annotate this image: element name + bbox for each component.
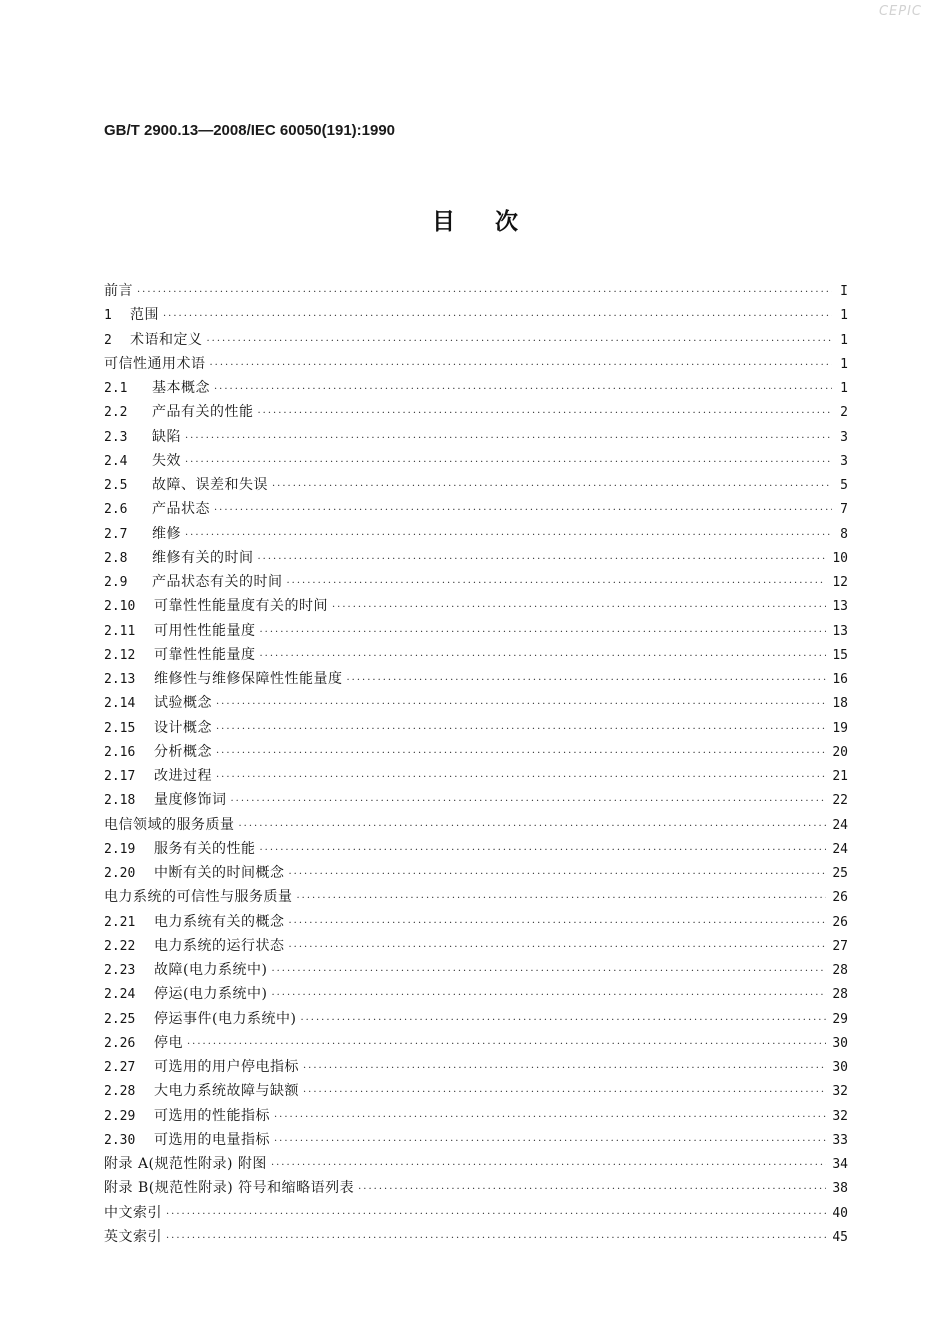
toc-label: 分析概念 [154, 743, 212, 760]
toc-page-number: 13 [832, 623, 848, 639]
dot-leader [207, 336, 833, 347]
toc-page-number: 40 [832, 1205, 848, 1221]
toc-entry-2-6[interactable] [104, 498, 848, 522]
toc-entry-english-index[interactable] [104, 1226, 848, 1250]
dot-leader [358, 1184, 826, 1195]
toc-entry-appendix-b[interactable] [104, 1177, 848, 1201]
toc-page-number: 28 [832, 987, 848, 1003]
toc-page-number: 15 [832, 647, 848, 663]
toc-entry-2-16[interactable] [104, 741, 848, 765]
dot-leader [300, 1015, 826, 1026]
toc-section-number: 2.23 [104, 963, 136, 978]
toc-page-number: 2 [840, 405, 848, 421]
toc-label: 可选用的用户停电指标 [154, 1059, 299, 1075]
toc-section-number: 2 [104, 332, 112, 348]
toc-label: 维修性与维修保障性性能量度 [154, 671, 343, 687]
dot-leader [187, 1039, 826, 1050]
toc-page-number: 1 [840, 332, 848, 348]
toc-section-number: 2.4 [104, 453, 128, 469]
toc-page-number: 16 [832, 672, 848, 687]
toc-label: 产品状态有关的时间 [152, 574, 283, 590]
dot-leader [185, 457, 832, 468]
toc-entry-2-4[interactable] [104, 450, 848, 474]
toc-page-number: 27 [832, 938, 848, 954]
toc-page-number: 20 [832, 744, 848, 760]
toc-entry-2-3[interactable] [104, 426, 848, 450]
dot-leader [271, 1160, 826, 1171]
toc-section-number: 2.30 [104, 1132, 136, 1148]
toc-entry-telecom-qos[interactable] [104, 814, 848, 838]
toc-label: 术语和定义 [130, 331, 203, 348]
toc-section-number: 2.25 [104, 1011, 136, 1027]
toc-label: 停运(电力系统中) [154, 986, 268, 1003]
toc-section-number: 2.24 [104, 987, 136, 1003]
toc-label: 故障、误差和失误 [152, 477, 268, 493]
toc-label: 附录 B(规范性附录) 符号和缩略语列表 [104, 1180, 355, 1197]
toc-entry-2-30[interactable] [104, 1129, 848, 1153]
dot-leader [216, 772, 826, 783]
toc-section-number: 2.9 [104, 575, 128, 590]
toc-section-number: 2.8 [104, 550, 128, 566]
toc-page-number: 21 [832, 769, 848, 784]
dot-leader [214, 384, 832, 395]
toc-section-number: 2.5 [104, 478, 128, 493]
dot-leader [137, 287, 832, 298]
toc-label: 可靠性性能量度有关的时间 [154, 598, 328, 615]
toc-entry-2-23[interactable] [104, 959, 848, 983]
toc-entry-2-13[interactable] [104, 668, 848, 692]
toc-label: 英文索引 [104, 1228, 162, 1245]
toc-page-number: 5 [840, 478, 848, 493]
dot-leader [258, 554, 827, 565]
toc-entry-2-29[interactable] [104, 1105, 848, 1129]
page-title: 目次 [432, 209, 558, 235]
toc-page-number: 10 [832, 550, 848, 566]
dot-leader [287, 578, 827, 589]
dot-leader [166, 1233, 826, 1244]
toc-label: 可用性性能量度 [154, 622, 256, 639]
toc-label: 中文索引 [104, 1204, 162, 1221]
toc-page-number: 1 [840, 381, 848, 396]
toc-entry-2-22[interactable] [104, 935, 848, 959]
dot-leader [289, 942, 827, 953]
dot-leader [260, 627, 827, 638]
toc-page-number: 30 [832, 1035, 848, 1051]
watermark: CEPIC [878, 4, 922, 19]
toc-section-number: 2.28 [104, 1084, 136, 1100]
toc-section-number: 2.16 [104, 744, 136, 760]
toc-section-number: 2.18 [104, 793, 136, 809]
toc-section-number: 2.3 [104, 429, 128, 445]
toc-label: 电信领域的服务质量 [104, 816, 235, 833]
dot-leader [185, 530, 832, 541]
toc-page-number: 1 [840, 308, 848, 324]
toc-section-number: 1 [104, 308, 112, 324]
toc-page-number: 32 [832, 1108, 848, 1124]
dot-leader [297, 893, 827, 904]
toc-entry-scope[interactable] [104, 304, 848, 328]
toc-entry-2-15[interactable] [104, 717, 848, 741]
toc-label: 可选用的电量指标 [154, 1131, 270, 1148]
toc-page-number: 12 [832, 575, 848, 590]
toc-entry-2-14[interactable] [104, 692, 848, 716]
toc-page-number: 26 [832, 914, 848, 930]
toc-label: 改进过程 [154, 768, 212, 784]
toc-section-number: 2.7 [104, 526, 128, 542]
dot-leader [274, 1136, 826, 1147]
toc-page-number: 3 [840, 453, 848, 469]
toc-label: 维修 [152, 525, 181, 542]
toc-entry-power-system-dependability[interactable] [104, 886, 848, 910]
dot-leader [289, 869, 827, 880]
toc-page-number: 7 [840, 502, 848, 518]
dot-leader [214, 505, 832, 516]
toc-entry-2-2[interactable] [104, 401, 848, 425]
toc-entry-chinese-index[interactable] [104, 1202, 848, 1226]
toc-page-number: 29 [832, 1011, 848, 1027]
toc-page-number: 45 [832, 1229, 848, 1245]
dot-leader [163, 311, 832, 322]
toc-section-number: 2.15 [104, 720, 136, 736]
toc-label: 维修有关的时间 [152, 549, 254, 566]
toc-entry-dependability-general[interactable] [104, 353, 848, 377]
dot-leader [332, 602, 826, 613]
toc-page-number: 32 [832, 1084, 848, 1100]
dot-leader [303, 1063, 826, 1074]
toc-page-number: 22 [832, 793, 848, 809]
toc-label: 可靠性性能量度 [154, 646, 256, 663]
dot-leader [274, 1112, 826, 1123]
toc-label: 故障(电力系统中) [154, 962, 268, 978]
dot-leader [347, 675, 827, 686]
toc-label: 范围 [130, 307, 159, 324]
dot-leader [271, 990, 826, 1001]
toc-page-number: 24 [832, 817, 848, 833]
document-code: GB/T 2900.13—2008/IEC 60050(191):1990 [104, 122, 396, 139]
toc-page-number: I [840, 284, 848, 299]
toc-section-number: 2.21 [104, 914, 136, 930]
toc-section-number: 2.19 [104, 841, 136, 857]
toc-entry-2-24[interactable] [104, 983, 848, 1007]
toc-page-number: 13 [832, 599, 848, 615]
toc-label: 试验概念 [154, 695, 212, 712]
toc-entry-terms-definitions[interactable] [104, 329, 848, 353]
toc-section-number: 2.1 [104, 381, 128, 396]
toc-label: 失效 [152, 452, 181, 469]
table-of-contents [104, 280, 848, 1250]
dot-leader [272, 481, 832, 492]
toc-entry-2-28[interactable] [104, 1080, 848, 1104]
toc-entry-preface[interactable] [104, 280, 848, 304]
toc-label: 电力系统有关的概念 [154, 913, 285, 930]
toc-label: 设计概念 [154, 719, 212, 736]
dot-leader [231, 796, 827, 807]
toc-label: 基本概念 [152, 380, 210, 396]
dot-leader [239, 821, 827, 832]
toc-label: 大电力系统故障与缺额 [154, 1083, 299, 1100]
dot-leader [216, 699, 826, 710]
toc-page-number: 34 [832, 1157, 848, 1172]
toc-section-number: 2.14 [104, 696, 136, 712]
toc-entry-2-18[interactable] [104, 789, 848, 813]
toc-label: 服务有关的性能 [154, 840, 256, 857]
toc-section-number: 2.11 [104, 623, 136, 639]
toc-page-number: 26 [832, 890, 848, 906]
toc-page-number: 3 [840, 429, 848, 445]
toc-section-number: 2.17 [104, 769, 136, 784]
toc-section-number: 2.12 [104, 647, 136, 663]
toc-section-number: 2.20 [104, 866, 136, 881]
toc-label: 停电 [154, 1034, 183, 1051]
toc-label: 附录 A(规范性附录) 附图 [104, 1156, 267, 1172]
toc-page-number: 25 [832, 866, 848, 881]
dot-leader [216, 748, 826, 759]
toc-label: 中断有关的时间概念 [154, 865, 285, 881]
toc-page-number: 24 [832, 841, 848, 857]
toc-page-number: 18 [832, 696, 848, 712]
toc-page-number: 8 [840, 526, 848, 542]
toc-label: 停运事件(电力系统中) [154, 1010, 297, 1027]
dot-leader [185, 433, 832, 444]
toc-section-number: 2.6 [104, 502, 128, 518]
toc-page-number: 28 [832, 963, 848, 978]
toc-label: 前言 [104, 283, 133, 299]
toc-entry-2-5[interactable] [104, 474, 848, 498]
dot-leader [166, 1209, 826, 1220]
toc-label: 可信性通用术语 [104, 355, 206, 372]
toc-entry-2-12[interactable] [104, 644, 848, 668]
toc-section-number: 2.10 [104, 599, 136, 615]
toc-entry-2-27[interactable] [104, 1056, 848, 1080]
dot-leader [260, 845, 827, 856]
dot-leader [260, 651, 827, 662]
toc-entry-2-25[interactable] [104, 1008, 848, 1032]
dot-leader [258, 408, 833, 419]
dot-leader [216, 724, 826, 735]
toc-entry-2-1[interactable] [104, 377, 848, 401]
toc-label: 量度修饰词 [154, 792, 227, 809]
toc-label: 缺陷 [152, 428, 181, 445]
toc-page-number: 33 [832, 1132, 848, 1148]
toc-label: 产品状态 [152, 501, 210, 518]
toc-section-number: 2.29 [104, 1108, 136, 1124]
toc-entry-2-11[interactable] [104, 620, 848, 644]
toc-page-number: 30 [832, 1060, 848, 1075]
toc-entry-2-9[interactable] [104, 571, 848, 595]
toc-entry-2-19[interactable] [104, 838, 848, 862]
toc-entry-2-20[interactable] [104, 862, 848, 886]
toc-label: 电力系统的运行状态 [154, 937, 285, 954]
toc-page-number: 1 [840, 356, 848, 372]
toc-section-number: 2.13 [104, 672, 136, 687]
toc-page-number: 19 [832, 720, 848, 736]
toc-section-number: 2.22 [104, 938, 136, 954]
toc-entry-2-10[interactable] [104, 595, 848, 619]
toc-section-number: 2.27 [104, 1060, 136, 1075]
toc-label: 可选用的性能指标 [154, 1107, 270, 1124]
dot-leader [210, 360, 833, 371]
dot-leader [303, 1087, 826, 1098]
toc-entry-2-21[interactable] [104, 911, 848, 935]
toc-entry-appendix-a[interactable] [104, 1153, 848, 1177]
toc-label: 电力系统的可信性与服务质量 [104, 889, 293, 906]
dot-leader [289, 918, 827, 929]
toc-section-number: 2.2 [104, 405, 128, 421]
toc-label: 产品有关的性能 [152, 404, 254, 421]
toc-page-number: 38 [832, 1181, 848, 1197]
toc-entry-2-17[interactable] [104, 765, 848, 789]
toc-entry-2-8[interactable] [104, 547, 848, 571]
toc-entry-2-26[interactable] [104, 1032, 848, 1056]
dot-leader [271, 966, 826, 977]
toc-section-number: 2.26 [104, 1035, 136, 1051]
toc-entry-2-7[interactable] [104, 523, 848, 547]
